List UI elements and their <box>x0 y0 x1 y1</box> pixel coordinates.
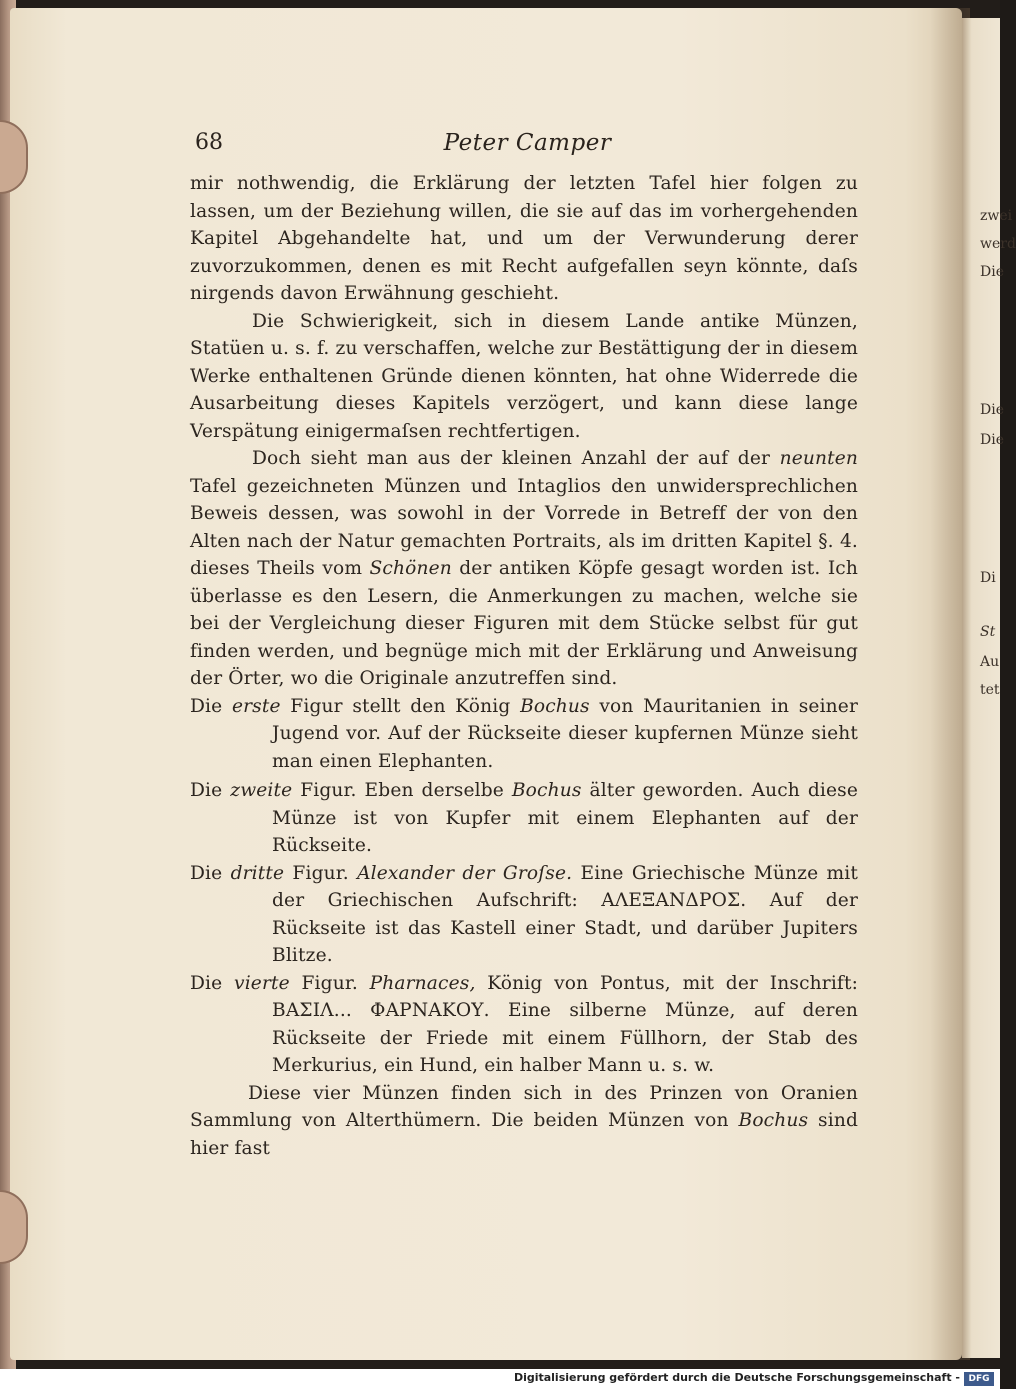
dfg-logo: DFG <box>964 1372 994 1386</box>
text-run: Eine Griechische Münze mit der Griechischen Aufschrift: ΑΛΕΞΑΝΔΡΟΣ. Auf der Rückseite ist das Kastell einer Stadt, und darüber Jupiters Blitze. <box>272 862 858 966</box>
paragraph-4 <box>190 1080 858 1163</box>
digitization-footer <box>0 1369 1000 1389</box>
text-run: Figur stellt den König <box>280 695 521 717</box>
text-run: König von Pontus, mit der Inschrift: ΒΑΣΙΛ... ΦΑΡΝΑΚΟΥ. Eine silberne Münze, auf deren Rückseite der Friede mit einem Füllhorn, der Stab des Merkurius, ein Hund, ein halber Mann u. s. w. <box>272 972 858 1076</box>
italic-run: Bochus <box>511 780 582 801</box>
running-title: Peter Camper <box>443 130 612 156</box>
italic-run: erste <box>231 695 281 717</box>
page-number: 68 <box>195 130 223 155</box>
italic-run: Bochus <box>738 1110 809 1131</box>
italic-run: vierte <box>234 972 290 994</box>
text-run: Tafel gezeichneten Münzen und Intaglios den unwidersprechlichen Beweis dessen, was sowohl in der Vorrede in Betreff der von den Alten nach der Natur gemachten Portraits, als im dritten Kapitel §. 4. dieses Theils vom <box>190 475 858 579</box>
italic-run: Bochus <box>520 695 590 717</box>
text-run: Die <box>190 972 235 994</box>
text-run: Figur. <box>289 972 370 994</box>
italic-run: neunten <box>779 448 858 469</box>
running-head <box>195 128 860 164</box>
paragraph-3 <box>190 445 858 693</box>
text-run: Diese vier Münzen finden sich in des Prinzen von Oranien Sammlung von Alterthümern. Die beiden Münzen von <box>190 1082 858 1131</box>
figure-entry-2 <box>190 777 858 860</box>
text-run: Die <box>190 862 231 884</box>
text-run: von Mauritanien in seiner Jugend vor. Auf der Rückseite dieser kupfernen Münze sieht man einen Elephanten. <box>272 695 858 772</box>
next-page-fragment: Au <box>980 654 1000 670</box>
next-page-fragment: Die <box>980 264 1004 280</box>
text-run: Die <box>190 695 232 717</box>
next-page-fragment: werd <box>980 236 1016 252</box>
next-page-edge <box>962 18 1016 1358</box>
text-run: Doch sieht man aus der kleinen Anzahl der auf der <box>252 448 780 469</box>
text-run: älter geworden. Auch diese Münze ist von Kupfer mit einem Elephanten auf der Rückseite. <box>272 780 858 856</box>
next-page-fragment: tet <box>980 682 1000 698</box>
next-page-fragment: zwei <box>980 208 1013 224</box>
text-run: Figur. <box>284 862 358 884</box>
next-page-fragment: St <box>980 624 996 640</box>
next-page-fragment: Di <box>980 570 996 586</box>
text-run: sind hier fast <box>190 1110 858 1159</box>
footer-credit: Digitalisierung gefördert durch die Deutsche Forschungsgemeinschaft - <box>513 1371 960 1384</box>
page-body <box>190 170 858 1162</box>
paragraph-1: mir nothwendig, die Erklärung der letzten Tafel hier folgen zu lassen, um der Beziehung willen, die sie auf das im vorhergehenden Kapitel Abgehandelte hat, und um der Verwunderung derer zuvorzukommen, denen es mit Recht aufgefallen seyn könnte, daſs nirgends davon Erwähnung geschieht. <box>190 173 858 304</box>
text-run: Figur. Eben derselbe <box>292 780 512 801</box>
figure-entry-3 <box>190 860 858 970</box>
figure-entry-4 <box>190 970 858 1080</box>
paragraph-2: Die Schwierigkeit, sich in diesem Lande antike Münzen, Statüen u. s. f. zu verschaffen, welche zur Bestättigung der in diesem Werke enthaltenen Gründe dienen könnten, hat ohne Widerrede die Ausarbeitung dieses Kapitels verzögert, und kann diese lange Verspätung einigermaſsen rechtfertigen. <box>190 310 858 442</box>
figure-entry-1 <box>190 693 858 776</box>
italic-run: Pharnaces, <box>369 972 476 994</box>
italic-run: Alexander der Groſse. <box>357 862 573 884</box>
text-run: der antiken Köpfe gesagt worden ist. Ich überlasse es den Lesern, die Anmerkungen zu machen, welche sie bei der Vergleichung dieser Figuren mit dem Stücke selbst für gut finden werden, und begnüge mich mit der Erklärung und Anweisung der Örter, wo die Originale anzutreffen sind. <box>190 558 858 689</box>
italic-run: dritte <box>230 862 285 884</box>
italic-run: Schönen <box>369 558 452 579</box>
next-page-fragment: Die <box>980 432 1004 448</box>
italic-run: zweite <box>230 780 293 801</box>
text-run: Die <box>190 780 231 801</box>
next-page-fragment: Die <box>980 402 1004 418</box>
